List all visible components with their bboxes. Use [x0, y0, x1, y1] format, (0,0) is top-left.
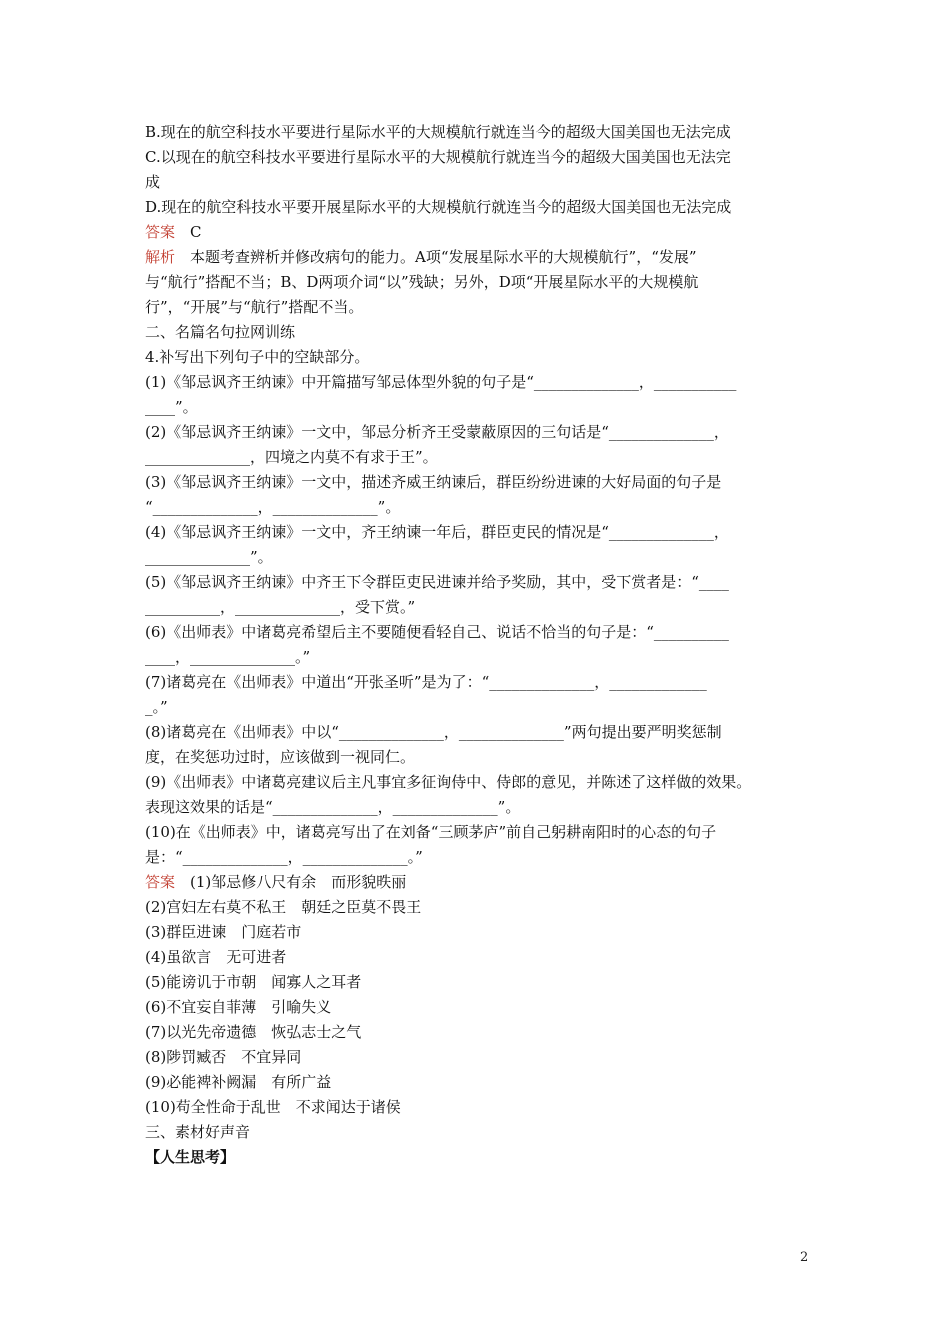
answer-item: (8)陟罚臧否 不宜异同	[145, 1048, 302, 1066]
question-line: (10)在《出师表》中，诸葛亮写出了在刘备“三顾茅庐”前自己躬耕南阳时的心态的句子	[145, 823, 717, 841]
question-line: 表现这效果的话是“______________，______________”。	[145, 798, 521, 816]
option-b: B.现在的航空科技水平要进行星际水平的大规模航行就连当今的超级大国美国也无法完成	[145, 123, 731, 141]
option-d: D.现在的航空科技水平要开展星际水平的大规模航行就连当今的超级大国美国也无法完成	[145, 198, 732, 216]
question-line: 度，在奖惩功过时，应该做到一视同仁。	[145, 748, 416, 766]
question-line: (6)《出师表》中诸葛亮希望后主不要随便看轻自己、说话不恰当的句子是：“__________	[145, 623, 729, 641]
answer-item: (2)宫妇左右莫不私王 朝廷之臣莫不畏王	[145, 898, 422, 916]
answer-2	[145, 870, 815, 895]
answer-label: 答案	[145, 223, 176, 241]
analysis-line1	[145, 245, 815, 270]
analysis-line3: 行”，“开展”与“航行”搭配不当。	[145, 298, 364, 316]
question-line: (7)诸葛亮在《出师表》中道出“开张圣听”是为了：“______________，_____________	[145, 673, 707, 691]
analysis-line2: 与“航行”搭配不当；B、D两项介词“以”残缺；另外，D项“开展星际水平的大规模航	[145, 273, 699, 291]
question-line: (8)诸葛亮在《出师表》中以“______________，______________”两句提出要严明奖惩制	[145, 723, 722, 741]
question-4-stem: 4.补写出下列句子中的空缺部分。	[145, 348, 370, 366]
question-line: (5)《邹忌讽齐王纳谏》中齐王下令群臣吏民进谏并给予奖励，其中，受下赏者是：“____	[145, 573, 729, 591]
section-2-title: 二、名篇名句拉网训练	[145, 323, 296, 341]
option-c-line2: 成	[145, 173, 161, 191]
answer-1	[145, 220, 815, 245]
answer-item: (3)群臣进谏 门庭若市	[145, 923, 302, 941]
subsection-title: 【人生思考】	[145, 1148, 236, 1166]
question-line: ______________”。	[145, 548, 273, 566]
question-line: ____，______________。”	[145, 648, 311, 666]
question-line: (2)《邹忌讽齐王纳谏》一文中，邹忌分析齐王受蒙蔽原因的三句话是“______________，	[145, 423, 729, 441]
question-line: “______________，______________”。	[145, 498, 401, 516]
question-line: 是：“______________，______________。”	[145, 848, 423, 866]
question-line: ____”。	[145, 398, 198, 416]
answer-item: (6)不宜妄自菲薄 引喻失义	[145, 998, 332, 1016]
question-line: (1)《邹忌讽齐王纳谏》中开篇描写邹忌体型外貌的句子是“______________，___________	[145, 373, 737, 391]
section-3-title: 三、素材好声音	[145, 1123, 251, 1141]
answer-item: (9)必能裨补阙漏 有所广益	[145, 1073, 332, 1091]
document-body	[145, 120, 815, 1170]
answer-item: (7)以光先帝遗德 恢弘志士之气	[145, 1023, 362, 1041]
question-line: (3)《邹忌讽齐王纳谏》一文中，描述齐威王纳谏后，群臣纷纷进谏的大好局面的句子是	[145, 473, 722, 491]
page-number: 2	[800, 1250, 809, 1265]
question-line: (9)《出师表》中诸葛亮建议后主凡事宜多征询侍中、侍郎的意见，并陈述了这样做的效果。	[145, 773, 752, 791]
answer-item: (10)苟全性命于乱世 不求闻达于诸侯	[145, 1098, 401, 1116]
analysis-text: 本题考查辨析并修改病句的能力。A项“发展星际水平的大规模航行”，“发展”	[175, 248, 697, 266]
option-c-line1: C.以现在的航空科技水平要进行星际水平的大规模航行就连当今的超级大国美国也无法完	[145, 148, 731, 166]
question-line: ______________，四境之内莫不有求于王”。	[145, 448, 438, 466]
answer-value: C	[175, 223, 202, 241]
answer-label: 答案	[145, 873, 176, 891]
question-line: __________，______________，受下赏。”	[145, 598, 416, 616]
question-line: _。”	[145, 698, 168, 716]
analysis-label: 解析	[145, 248, 176, 266]
answer-item: (4)虽欲言 无可进者	[145, 948, 287, 966]
answer-item: (5)能谤讥于市朝 闻寡人之耳者	[145, 973, 362, 991]
answer-item: (1)邹忌修八尺有余 而形貌昳丽	[175, 873, 407, 891]
question-line: (4)《邹忌讽齐王纳谏》一文中，齐王纳谏一年后，群臣吏民的情况是“______________，	[145, 523, 729, 541]
